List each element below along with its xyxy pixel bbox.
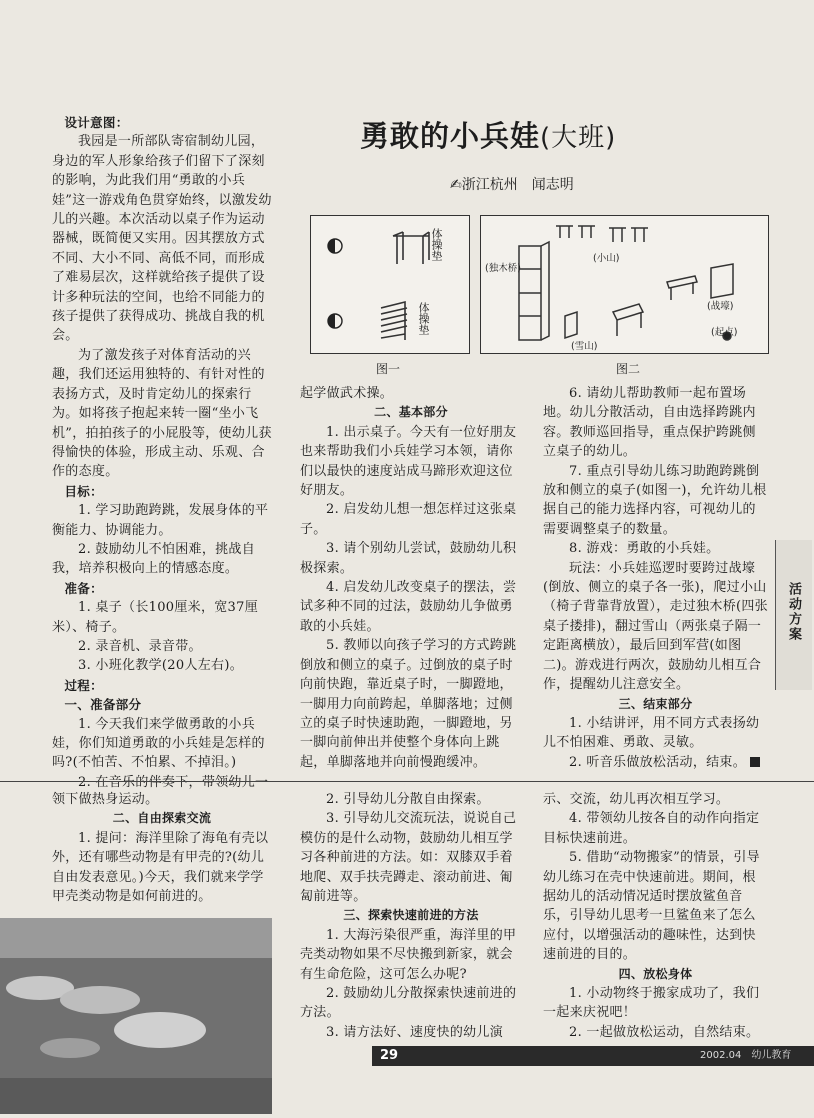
part2-paragraph-5: 5. 教师以向孩子学习的方式跨跳倒放和侧立的桌子。过倒放的桌子时向前快跑，靠近桌子时，一脚蹬地，一脚用力向前跨起，单脚落地；过侧立的桌子时快速助跑，一脚蹬地，另一脚向前伸出并使整个身体向上跳起，单脚落地并向前慢跑缓冲。	[300, 638, 517, 770]
prep-heading: 准备：	[64, 580, 103, 596]
bottom-c2-p3: 3. 引导幼儿交流玩法，说说自己模仿的是什么动物，鼓励幼儿相互学习各种前进的方法。如：双膝双手着地爬、双手扶壳蹲走、滚动前进、匍匐前进等。	[300, 811, 517, 905]
part2-paragraph-8: 8. 游戏：勇敢的小兵娃。	[569, 541, 720, 557]
design-paragraph-1: 我园是一所部队寄宿制幼儿园，身边的军人形象给孩子们留下了深刻的影响，为此我们用“勇敢的小兵娃”这一游戏角色贯穿始终，以激发幼儿的兴趣。本次活动以桌子作为运动器械，既简便又实用。因其摆放方式不同、大小不同、高低不同，而形成了难易层次，这样就给孩子提供了设计多种玩法的空间，也给不同能力的孩子提供了获得成功、挑战自我的机会。	[52, 134, 272, 344]
design-heading: 设计意图：	[64, 115, 129, 130]
bottom-c1-paragraph: 1. 提问：海洋里除了海龟有壳以外，还有哪些动物是有甲壳的?(幼儿自由发表意见。)今天，我们就来学学甲壳类动物是如何前进的。	[52, 830, 269, 905]
article-title: 勇敢的小兵娃(大班)	[360, 119, 617, 153]
publication-info: 2002.04 幼儿教育	[700, 1050, 792, 1061]
figure-1-caption: 图一	[376, 362, 401, 376]
process-heading: 过程：	[64, 677, 103, 693]
part2-paragraph-1: 1. 出示桌子。今天有一位好朋友也来帮助我们小兵娃学习本领，请你们以最快的速度站成马蹄形欢迎这位好朋友。	[300, 424, 517, 499]
activity-photo-drawing	[0, 918, 272, 1114]
bottom-heading-4: 四、放松身体	[618, 966, 693, 981]
figure-1	[310, 215, 470, 354]
part2-paragraph-7: 7. 重点引导幼儿练习助跑跨跳倒放和侧立的桌子(如图一)，允许幼儿根据自己的能力选择内容，可视幼儿的需要调整桌子的数量。	[543, 463, 767, 537]
prep-2: 2. 录音机、录音带。	[78, 638, 202, 654]
bottom-c3-r2: 2. 一起做放松运动，自然结束。	[543, 1023, 768, 1062]
figure-2-label-snow: (雪山)	[571, 341, 598, 352]
part3-heading: 三、结束部分	[618, 696, 693, 711]
activity-photo	[0, 918, 272, 1114]
bottom-c1-continuation: 领下做热身运动。	[52, 792, 159, 807]
column-1	[52, 113, 272, 792]
bottom-c3-continuation: 示、交流，幼儿再次相互学习。	[543, 792, 730, 807]
article-divider	[0, 781, 814, 782]
section-tab-label: 活动方案	[786, 582, 801, 642]
prep-3: 3. 小班化教学(20人左右)。	[78, 658, 244, 674]
part2-paragraph-3: 3. 请个别幼儿尝试，鼓励幼儿积极探索。	[300, 541, 517, 576]
end-mark-icon	[750, 757, 760, 767]
article-title-suffix: (大班)	[540, 123, 617, 153]
part2-heading: 二、基本部分	[374, 405, 448, 420]
figure-2-caption: 图二	[616, 362, 641, 376]
goal-1: 1. 学习助跑跨跳，发展身体的平衡能力、协调能力。	[52, 503, 269, 538]
bottom-column-1	[52, 790, 272, 906]
bottom-column-2	[300, 790, 522, 1042]
part2-paragraph-4: 4. 启发幼儿改变桌子的摆法，尝试多种不同的过法，鼓励幼儿争做勇敢的小兵娃。	[300, 580, 517, 634]
figure-2-label-start: (起点)	[711, 327, 738, 338]
figure-2	[480, 215, 769, 354]
figure-2-label-trench: (战壕)	[707, 301, 734, 312]
part1-paragraph-2: 2. 在音乐的伴奏下，带领幼儿一	[78, 774, 269, 790]
bottom-c2-p2: 2. 引导幼儿分散自由探索。	[326, 792, 490, 807]
page-number: 29	[380, 1048, 399, 1063]
figure-2-label-hill: (小山)	[593, 253, 620, 264]
bottom-c3-p5: 5. 借助“动物搬家”的情景，引导幼儿练习在壳中快速前进。期间，根据幼儿的活动情况适时摆放鲨鱼音乐，引导幼儿思考一旦鲨鱼来了怎么应付，以增强活动的趣味性，达到快速前进的目的。	[543, 850, 760, 963]
design-paragraph-2: 为了激发孩子对体育活动的兴趣，我们还运用独特的、有针对性的表扬方式，及时肯定幼儿的探索行为。如将孩子抱起来转一圈“坐小飞机”，拍拍孩子的小屁股等，使幼儿获得愉快的体验，形成主动、乐观、合作的态度。	[52, 347, 272, 480]
part1-heading: 一、准备部分	[64, 697, 142, 713]
col2-continuation: 起学做武术操。	[300, 386, 394, 401]
bottom-heading-2: 二、自由探索交流	[112, 811, 212, 826]
goals-heading: 目标：	[64, 483, 103, 499]
figure-1-drawing	[311, 216, 469, 353]
bottom-c2-q1: 1. 大海污染很严重，海洋里的甲壳类动物如果不尽快搬到新家，就会有生命危险，这可怎么办呢?	[300, 927, 517, 982]
bottom-column-3	[543, 790, 768, 1062]
bottom-c2-q2: 2. 鼓励幼儿分散探索快速前进的方法。	[300, 986, 517, 1021]
bottom-c3-r1: 1. 小动物终于搬家成功了，我们一起来庆祝吧！	[543, 986, 760, 1021]
game-rules: 玩法：小兵娃巡逻时要跨过战壕(倒放、侧立的桌子各一张)，爬过小山（椅子背靠背放置），走过独木桥(四张桌子搂排)，翻过雪山（两张桌子隔一定距离横放），最后回到军营(如图二)。游戏进行两次，鼓励幼儿相互合作，提醒幼儿注意安全。	[543, 560, 768, 693]
prep-1: 1. 桌子（长100厘米，宽37厘米）、椅子。	[52, 600, 258, 635]
figure-1-label-top: 体操垫	[430, 228, 443, 261]
author-line: ✍浙江杭州 闻志明	[450, 177, 574, 193]
part2-paragraph-6: 6. 请幼儿帮助教师一起布置场地。幼儿分散活动，自由选择跨跳内容。教师巡回指导，重点保护跨跳侧立桌子的幼儿。	[543, 386, 756, 460]
figure-2-label-bridge: (独木桥)	[485, 263, 521, 274]
part1-paragraph-1: 1. 今天我们来学做勇敢的小兵娃，你们知道勇敢的小兵娃是怎样的吗?(不怕苦、不怕累、不掉泪。)	[52, 716, 265, 771]
bottom-heading-3: 三、探索快速前进的方法	[343, 908, 479, 923]
part2-paragraph-2: 2. 启发幼儿想一想怎样过这张桌子。	[300, 502, 517, 537]
ending-2: 2. 听音乐做放松活动，结束。	[543, 753, 768, 772]
goal-2: 2. 鼓励幼儿不怕困难，挑战自我，培养积极向上的情感态度。	[52, 541, 256, 577]
bottom-c2-q3: 3. 请方法好、速度快的幼儿演	[326, 1024, 504, 1040]
column-2	[300, 384, 522, 772]
figure-1-label-bottom: 体操垫	[417, 302, 430, 335]
column-3	[543, 384, 768, 772]
bottom-c3-p4: 4. 带领幼儿按各自的动作向指定目标快速前进。	[543, 811, 760, 846]
ending-1: 1. 小结讲评，用不同方式表扬幼儿不怕困难、勇敢、灵敏。	[543, 715, 760, 751]
